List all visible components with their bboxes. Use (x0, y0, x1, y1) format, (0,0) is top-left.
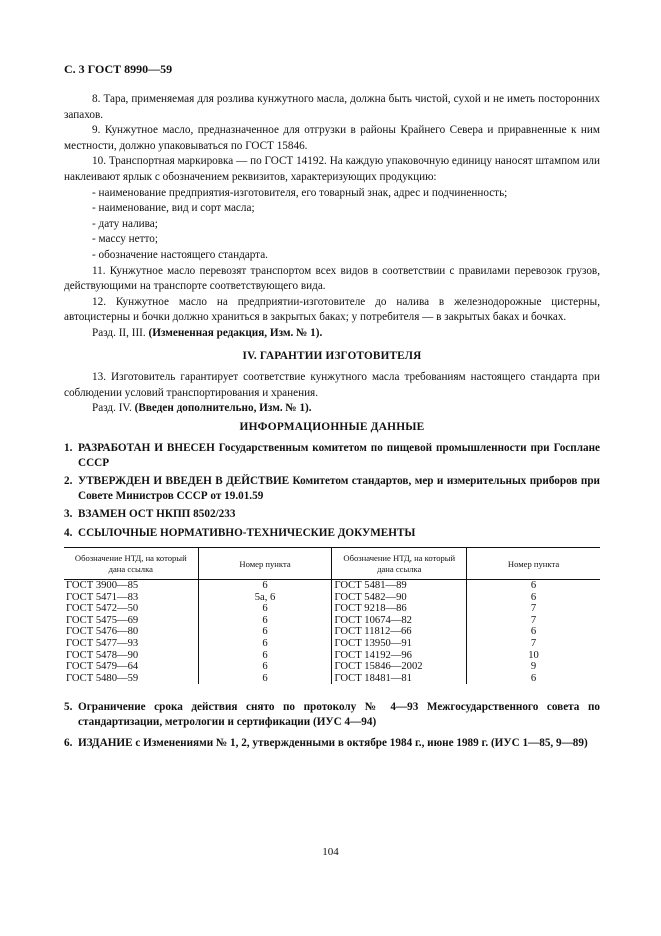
ntd-designation-cell: ГОСТ 5479—64 (64, 661, 198, 673)
table-row (64, 626, 600, 638)
clause-number-cell: 7 (530, 637, 537, 649)
ntd-designation-cell: ГОСТ 11812—66 (332, 626, 467, 638)
info-list (64, 441, 600, 545)
clause-number-cell: 6 (198, 638, 332, 650)
note-label: Разд. II, III. (92, 326, 149, 339)
clause-number-cell: 6 (198, 673, 332, 685)
ntd-designation-cell: ГОСТ 5482—90 (332, 592, 467, 604)
paragraph-13: 13. Изготовитель гарантирует соответствие кунжутного масла требованиям настоящего стандарта при соблюдении условий транспортирования и хранения. (64, 371, 600, 399)
info-item (64, 507, 600, 522)
info-item (64, 441, 600, 470)
ntd-designation-cell: ГОСТ 5477—93 (64, 638, 198, 650)
amendment-note-2 (64, 401, 600, 417)
section-title: IV. ГАРАНТИИ ИЗГОТОВИТЕЛЯ (242, 349, 422, 362)
ntd-designation-cell: ГОСТ 5475—69 (64, 615, 198, 627)
info-item (64, 700, 600, 729)
ntd-designation-cell: ГОСТ 13950—91 (332, 638, 467, 650)
info-item-number: 6. (64, 737, 73, 750)
ntd-designation-cell: ГОСТ 5481—89 (332, 580, 467, 592)
table-row (64, 661, 600, 673)
clause-number-cell: 6 (530, 672, 537, 684)
info-item (64, 474, 600, 503)
paragraph-12: 12. Кунжутное масло на предприятии-изготовителе до налива в железнодорожные цистерны, автоцистерны и бочки должно храниться в закрытых баках; у потребителя — в закрытых баках и бочках. (64, 295, 600, 324)
ntd-designation-cell: ГОСТ 14192—96 (332, 650, 467, 662)
amendment-note-1 (64, 326, 600, 342)
info-item-number: 4. (64, 526, 73, 539)
ntd-designation-cell: ГОСТ 5476—80 (64, 626, 198, 638)
ntd-designation-cell: ГОСТ 9218—86 (332, 603, 467, 615)
ntd-designation-cell: ГОСТ 10674—82 (332, 615, 467, 627)
info-item (64, 736, 600, 751)
info-list-continued (64, 700, 600, 758)
clause-number-cell: 6 (198, 661, 332, 673)
clause-number-cell: 6 (530, 591, 537, 603)
list-item: - наименование предприятия-изготовителя, его товарный знак, адрес и подчиненность; (92, 186, 508, 199)
note-label: Разд. IV. (92, 402, 135, 415)
clause-number-cell: 7 (530, 603, 537, 615)
clause-number-cell: 10 (528, 649, 539, 661)
table-row (64, 615, 600, 627)
paragraph-8: 8. Тара, применяемая для розлива кунжутного масла, должна быть чистой, сухой и не иметь посторонних запахов. (64, 93, 600, 121)
table-header-row (64, 548, 600, 580)
info-item-text: ВЗАМЕН ОСТ НКПП 8502/233 (78, 508, 236, 521)
ntd-designation-cell: ГОСТ 5478—90 (64, 650, 198, 662)
column-header: Обозначение НТД, на который дана ссылка (332, 548, 467, 580)
table-row (64, 673, 600, 685)
list-item: - массу нетто; (92, 233, 158, 246)
ntd-designation-cell: ГОСТ 5472—50 (64, 603, 198, 615)
table-body (64, 580, 600, 685)
clause-number-cell: 5а, 6 (198, 592, 332, 604)
info-item-text: РАЗРАБОТАН И ВНЕСЕН Государственным комитетом по пищевой промышленности при Госплане СССР (78, 442, 600, 469)
ntd-designation-cell: ГОСТ 5471—83 (64, 592, 198, 604)
column-header: Номер пункта (467, 548, 600, 580)
paragraph-10: 10. Транспортная маркировка — по ГОСТ 14192. На каждую упаковочную единицу наносят штампом или наклеивают ярлык с обозначением реквизитов, характеризующих продукцию: (64, 155, 600, 183)
info-item-text: Ограничение срока действия снято по протоколу № 4—93 Межгосударственного совета по стандартизации, метрологии и сертификации (ИУС 4—94) (78, 701, 600, 728)
list-item: - дату налива; (92, 217, 158, 230)
list-item: - обозначение настоящего стандарта. (92, 248, 268, 261)
info-item-text: ИЗДАНИЕ с Изменениями № 1, 2, утвержденными в октябре 1984 г., июне 1989 г. (ИУС 1—85, 9—89) (78, 737, 588, 750)
table-row (64, 638, 600, 650)
info-item (64, 526, 600, 541)
clause-number-cell: 9 (530, 661, 537, 673)
table-row (64, 580, 600, 592)
clause-number-cell: 6 (198, 626, 332, 638)
ntd-designation-cell: ГОСТ 5480—59 (64, 673, 198, 685)
ntd-designation-cell: ГОСТ 15846—2002 (332, 661, 467, 673)
info-item-number: 1. (64, 442, 73, 454)
ntd-designation-cell: ГОСТ 18481—81 (332, 673, 467, 685)
info-title: ИНФОРМАЦИОННЫЕ ДАННЫЕ (239, 421, 425, 433)
column-header: Обозначение НТД, на который дана ссылка (64, 548, 198, 580)
table-row (64, 603, 600, 615)
info-item-number: 5. (64, 701, 73, 713)
page-header: С. 3 ГОСТ 8990—59 (64, 62, 173, 76)
ntd-designation-cell: ГОСТ 3900—85 (64, 580, 198, 592)
clause-number-cell: 6 (530, 626, 537, 638)
info-item-text: ССЫЛОЧНЫЕ НОРМАТИВНО-ТЕХНИЧЕСКИЕ ДОКУМЕНТЫ (78, 526, 416, 539)
note-text: (Измененная редакция, Изм. № 1). (148, 326, 323, 339)
clause-number-cell: 6 (198, 580, 332, 592)
note-text: (Введен дополнительно, Изм. № 1). (134, 402, 312, 415)
info-item-number: 2. (64, 475, 73, 488)
clause-number-cell: 6 (198, 603, 332, 615)
body-text (64, 92, 600, 417)
column-header: Номер пункта (198, 548, 332, 580)
info-item-number: 3. (64, 508, 73, 521)
clause-number-cell: 6 (198, 615, 332, 627)
table-row (64, 650, 600, 662)
list-item: - наименование, вид и сорт масла; (92, 202, 255, 215)
paragraph-9: 9. Кунжутное масло, предназначенное для отгрузки в районы Крайнего Севера и приравненные к ним местности, должно упаковываться по ГОСТ 15846. (64, 124, 600, 152)
paragraph-11: 11. Кунжутное масло перевозят транспортом всех видов в соответствии с правилами перевозок грузов, действующими на транспорте соответствующего вида. (64, 264, 600, 293)
info-item-text: УТВЕРЖДЕН И ВВЕДЕН В ДЕЙСТВИЕ Комитетом стандартов, мер и измерительных приборов при Совете Министров СССР от 19.01.59 (78, 475, 600, 502)
clause-number-cell: 7 (530, 614, 537, 626)
page-number: 104 (322, 846, 339, 858)
reference-table (64, 547, 600, 684)
clause-number-cell: 6 (530, 580, 537, 591)
table-row (64, 592, 600, 604)
clause-number-cell: 6 (198, 650, 332, 662)
